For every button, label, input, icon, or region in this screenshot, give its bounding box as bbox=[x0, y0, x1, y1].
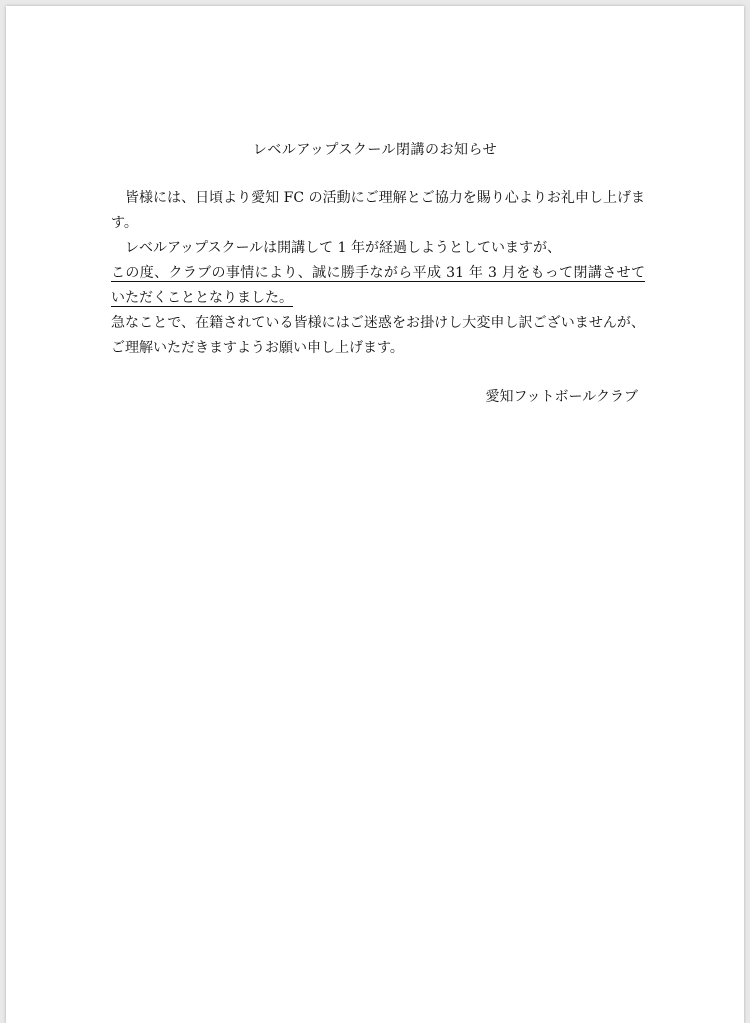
status-paragraph: レベルアップスクールは開講して 1 年が経過しようとしていますが、 bbox=[125, 240, 561, 256]
greeting-paragraph: 皆様には、日頃より愛知 FC の活動にご理解とご協力を賜り心よりお礼申し上げます。 bbox=[111, 190, 645, 231]
signature: 愛知フットボールクラブ bbox=[485, 389, 638, 405]
document-title: レベルアップスクール閉講のお知らせ bbox=[252, 142, 498, 158]
closure-notice-text: この度、クラブの事情により、誠に勝手ながら平成 31 年 3 月をもって閉講させていただくこととなりました。 bbox=[111, 265, 645, 306]
apology-paragraph: 急なことで、在籍されている皆様にはご迷惑をお掛けし大変申し訳ございませんが、ご理解いただきますようお願い申し上げます。 bbox=[111, 315, 645, 356]
closure-notice-paragraph bbox=[111, 261, 645, 311]
document-body bbox=[111, 186, 645, 361]
document-page bbox=[6, 6, 744, 1023]
